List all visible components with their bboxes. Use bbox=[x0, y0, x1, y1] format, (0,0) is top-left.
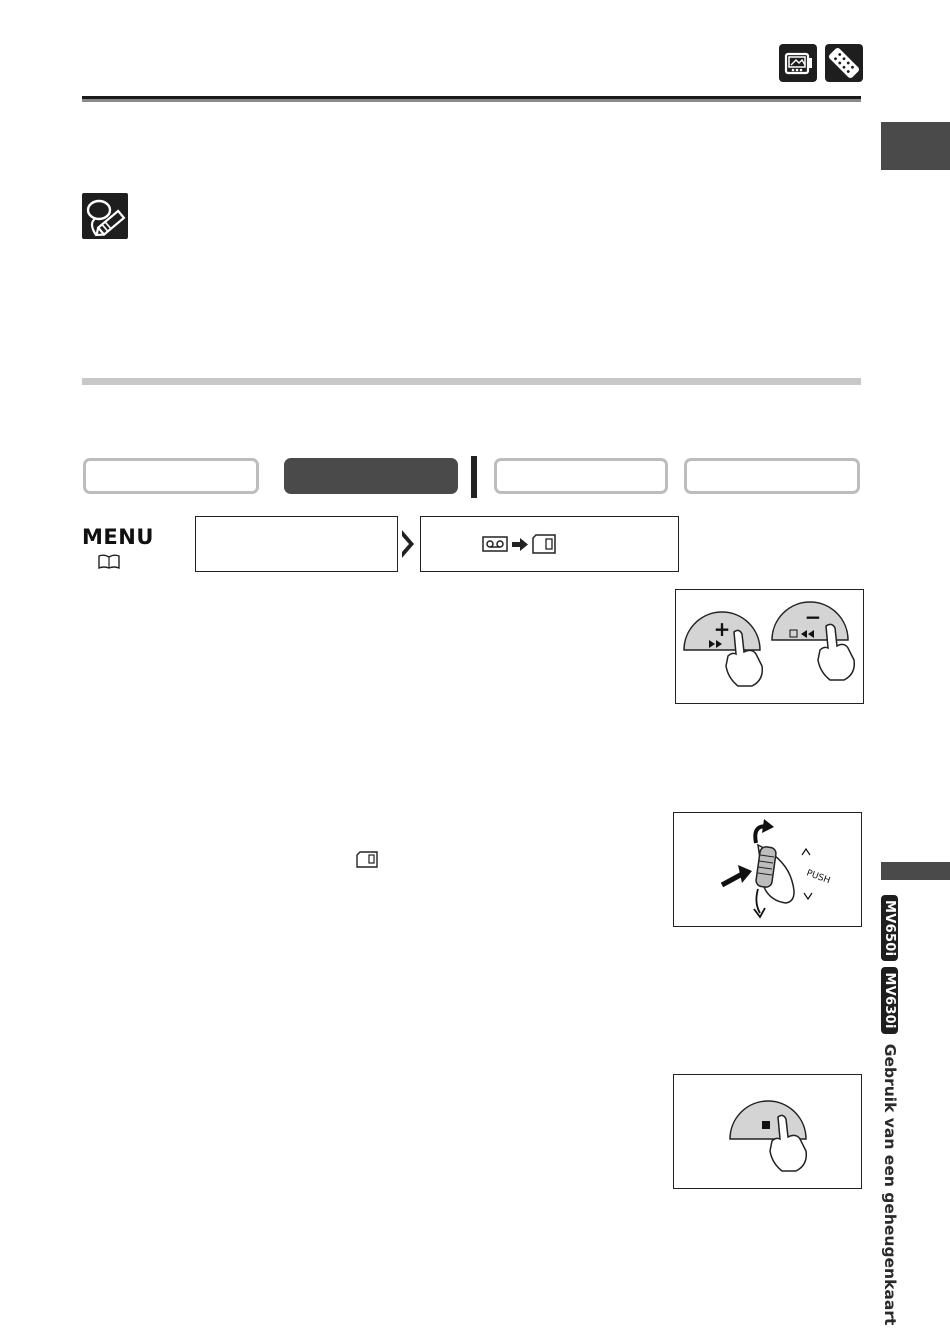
chevron-right-icon bbox=[400, 528, 416, 565]
menu-step-box-1 bbox=[195, 516, 398, 572]
memory-card-inline-icon bbox=[356, 851, 378, 873]
memory-card-icon bbox=[532, 534, 556, 559]
section-tab bbox=[881, 862, 950, 880]
side-section-title bbox=[881, 895, 899, 1325]
remote-control-icon bbox=[825, 44, 863, 82]
book-reference-icon bbox=[98, 554, 120, 575]
note-pencil-icon bbox=[82, 193, 128, 239]
mode-indicator-1 bbox=[83, 458, 259, 494]
model-badge: MV630i bbox=[882, 967, 899, 1033]
mode-indicator-4 bbox=[684, 458, 860, 494]
section-title: Gebruik van een geheugenkaart bbox=[881, 1043, 899, 1326]
camera-mode-icon bbox=[779, 44, 817, 82]
menu-label: MENU bbox=[82, 525, 154, 549]
mode-separator bbox=[471, 456, 477, 498]
figure-selector-dial bbox=[673, 812, 862, 927]
mode-indicator-3 bbox=[494, 458, 668, 494]
stop-icon bbox=[762, 1121, 770, 1129]
push-label: PUSH bbox=[804, 868, 832, 887]
model-badge: MV650i bbox=[882, 895, 899, 961]
section-divider bbox=[82, 378, 861, 385]
arrow-right-icon bbox=[512, 538, 528, 556]
minus-symbol: − bbox=[804, 605, 822, 629]
mode-indicator-active bbox=[284, 458, 458, 494]
header-rule bbox=[82, 96, 861, 102]
figure-stop-button bbox=[673, 1074, 862, 1189]
plus-symbol: + bbox=[713, 617, 731, 641]
figure-plus-minus-buttons bbox=[675, 589, 864, 704]
chapter-tab bbox=[881, 122, 950, 170]
tape-cassette-icon bbox=[482, 536, 508, 557]
